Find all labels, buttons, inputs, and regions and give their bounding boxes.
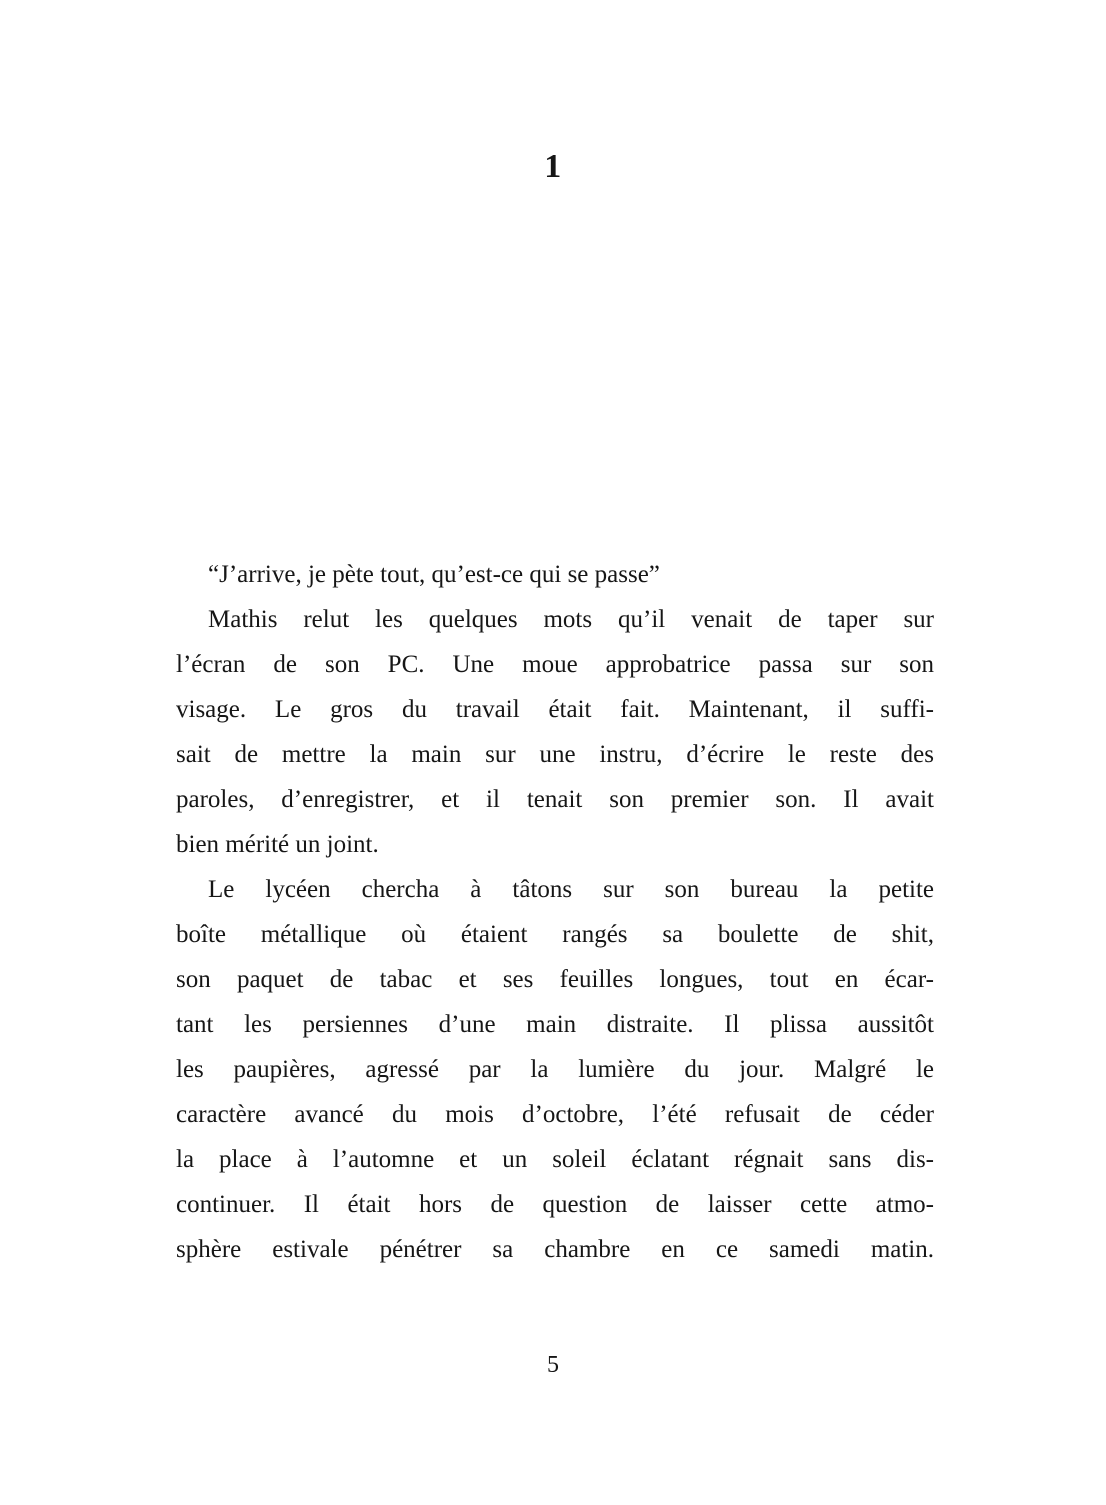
text-line: tant les persiennes d’une main distraite. Il plissa aussitôt (176, 1011, 934, 1038)
text-line: la place à l’automne et un soleil éclatant régnait sans dis- (176, 1146, 934, 1173)
text-line: boîte métallique où étaient rangés sa boulette de shit, (176, 921, 934, 948)
text-line: son paquet de tabac et ses feuilles longues, tout en écar- (176, 966, 934, 993)
text-line: bien mérité un joint. (176, 831, 379, 858)
text-line: continuer. Il était hors de question de laisser cette atmo- (176, 1191, 934, 1218)
text-line: caractère avancé du mois d’octobre, l’été refusait de céder (176, 1101, 934, 1128)
text-line: Le lycéen chercha à tâtons sur son bureau la petite (208, 876, 934, 903)
text-line: les paupières, agressé par la lumière du jour. Malgré le (176, 1056, 934, 1083)
text-line: visage. Le gros du travail était fait. Maintenant, il suffi- (176, 696, 934, 723)
page-number: 5 (547, 1352, 559, 1378)
text-line: l’écran de son PC. Une moue approbatrice passa sur son (176, 651, 934, 678)
text-line: Mathis relut les quelques mots qu’il venait de taper sur (208, 606, 934, 633)
text-line: sait de mettre la main sur une instru, d’écrire le reste des (176, 741, 934, 768)
chapter-number: 1 (544, 148, 562, 185)
body-text (176, 552, 934, 1272)
text-line: sphère estivale pénétrer sa chambre en ce samedi matin. (176, 1236, 934, 1263)
text-line: “J’arrive, je pète tout, qu’est-ce qui se passe” (208, 561, 660, 588)
text-line: paroles, d’enregistrer, et il tenait son premier son. Il avait (176, 786, 934, 813)
